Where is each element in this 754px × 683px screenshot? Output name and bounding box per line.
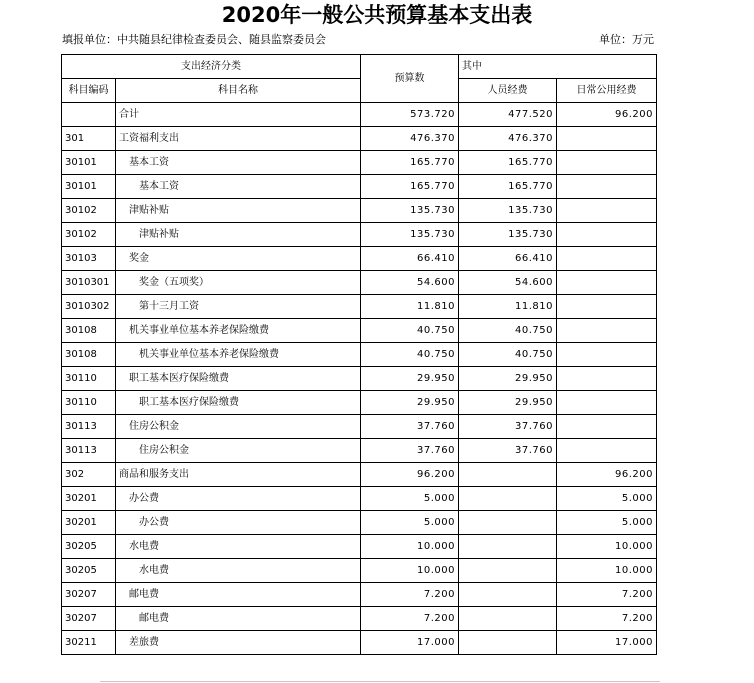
cell-name: 办公费 bbox=[116, 487, 361, 511]
cell-public: 17.000 bbox=[557, 631, 657, 655]
cell-code: 30205 bbox=[62, 559, 116, 583]
cell-public bbox=[557, 223, 657, 247]
cell-name: 住房公积金 bbox=[116, 439, 361, 463]
cell-name: 基本工资 bbox=[116, 175, 361, 199]
cell-personnel: 66.410 bbox=[459, 247, 557, 271]
cell-name: 商品和服务支出 bbox=[116, 463, 361, 487]
table-row bbox=[62, 151, 657, 175]
cell-name: 办公费 bbox=[116, 511, 361, 535]
cell-budget: 96.200 bbox=[361, 463, 459, 487]
cell-personnel bbox=[459, 559, 557, 583]
table-row bbox=[62, 343, 657, 367]
cell-personnel: 135.730 bbox=[459, 199, 557, 223]
cell-personnel: 165.770 bbox=[459, 175, 557, 199]
cell-budget: 29.950 bbox=[361, 391, 459, 415]
cell-public bbox=[557, 199, 657, 223]
cell-budget: 165.770 bbox=[361, 151, 459, 175]
cell-budget: 135.730 bbox=[361, 199, 459, 223]
cell-code: 30102 bbox=[62, 199, 116, 223]
cell-code: 30110 bbox=[62, 391, 116, 415]
cell-code: 30101 bbox=[62, 151, 116, 175]
cell-public bbox=[557, 391, 657, 415]
budget-table-body bbox=[62, 55, 657, 655]
table-row bbox=[62, 391, 657, 415]
table-row bbox=[62, 271, 657, 295]
table-row bbox=[62, 535, 657, 559]
cell-name: 邮电费 bbox=[116, 583, 361, 607]
cell-budget: 40.750 bbox=[361, 319, 459, 343]
cell-personnel bbox=[459, 463, 557, 487]
cell-public: 7.200 bbox=[557, 607, 657, 631]
cell-public bbox=[557, 343, 657, 367]
table-row bbox=[62, 511, 657, 535]
table-row bbox=[62, 439, 657, 463]
budget-table bbox=[61, 54, 657, 655]
table-row bbox=[62, 631, 657, 655]
cell-budget: 10.000 bbox=[361, 535, 459, 559]
cell-public bbox=[557, 127, 657, 151]
cell-name: 职工基本医疗保险缴费 bbox=[116, 367, 361, 391]
cell-budget: 29.950 bbox=[361, 367, 459, 391]
cell-code: 301 bbox=[62, 127, 116, 151]
cell-code: 30103 bbox=[62, 247, 116, 271]
cell-name: 差旅费 bbox=[116, 631, 361, 655]
cell-budget: 135.730 bbox=[361, 223, 459, 247]
cell-public bbox=[557, 175, 657, 199]
cell-code: 3010302 bbox=[62, 295, 116, 319]
cell-name: 机关事业单位基本养老保险缴费 bbox=[116, 343, 361, 367]
cell-code: 30207 bbox=[62, 583, 116, 607]
cell-code bbox=[62, 103, 116, 127]
cell-personnel: 29.950 bbox=[459, 367, 557, 391]
cell-name: 基本工资 bbox=[116, 151, 361, 175]
header-category: 支出经济分类 bbox=[62, 55, 361, 79]
table-row bbox=[62, 487, 657, 511]
cell-budget: 7.200 bbox=[361, 583, 459, 607]
cell-public bbox=[557, 151, 657, 175]
cell-public: 96.200 bbox=[557, 103, 657, 127]
cell-code: 30101 bbox=[62, 175, 116, 199]
header-row-2 bbox=[62, 79, 657, 103]
cell-public: 10.000 bbox=[557, 535, 657, 559]
table-title: 2020年一般公共预算基本支出表 bbox=[221, 3, 533, 27]
cell-personnel bbox=[459, 511, 557, 535]
cell-personnel bbox=[459, 535, 557, 559]
cell-personnel bbox=[459, 487, 557, 511]
cell-personnel: 40.750 bbox=[459, 319, 557, 343]
cell-code: 30201 bbox=[62, 487, 116, 511]
cell-personnel: 11.810 bbox=[459, 295, 557, 319]
cell-budget: 476.370 bbox=[361, 127, 459, 151]
cell-name: 机关事业单位基本养老保险缴费 bbox=[116, 319, 361, 343]
cell-name: 奖金（五项奖） bbox=[116, 271, 361, 295]
table-row bbox=[62, 175, 657, 199]
table-row bbox=[62, 367, 657, 391]
cell-code: 30201 bbox=[62, 511, 116, 535]
cell-code: 30108 bbox=[62, 319, 116, 343]
cell-name: 住房公积金 bbox=[116, 415, 361, 439]
header-public: 日常公用经费 bbox=[557, 79, 657, 103]
cell-personnel bbox=[459, 631, 557, 655]
table-row bbox=[62, 199, 657, 223]
cell-personnel: 29.950 bbox=[459, 391, 557, 415]
table-row bbox=[62, 295, 657, 319]
table-row bbox=[62, 319, 657, 343]
cell-personnel: 40.750 bbox=[459, 343, 557, 367]
cell-code: 30102 bbox=[62, 223, 116, 247]
cell-name: 工资福利支出 bbox=[116, 127, 361, 151]
cell-budget: 5.000 bbox=[361, 511, 459, 535]
cell-budget: 10.000 bbox=[361, 559, 459, 583]
cell-personnel: 37.760 bbox=[459, 415, 557, 439]
cell-personnel: 477.520 bbox=[459, 103, 557, 127]
cell-public bbox=[557, 247, 657, 271]
cell-budget: 165.770 bbox=[361, 175, 459, 199]
cell-budget: 17.000 bbox=[361, 631, 459, 655]
cell-name: 邮电费 bbox=[116, 607, 361, 631]
cell-budget: 7.200 bbox=[361, 607, 459, 631]
header-budget: 预算数 bbox=[361, 55, 459, 103]
cell-code: 3010301 bbox=[62, 271, 116, 295]
cell-personnel: 37.760 bbox=[459, 439, 557, 463]
cell-personnel: 54.600 bbox=[459, 271, 557, 295]
cell-personnel: 165.770 bbox=[459, 151, 557, 175]
cell-code: 30108 bbox=[62, 343, 116, 367]
cell-name: 水电费 bbox=[116, 559, 361, 583]
cell-budget: 37.760 bbox=[361, 439, 459, 463]
header-code: 科目编码 bbox=[62, 79, 116, 103]
cell-public: 7.200 bbox=[557, 583, 657, 607]
table-row bbox=[62, 559, 657, 583]
cell-budget: 66.410 bbox=[361, 247, 459, 271]
table-row bbox=[62, 127, 657, 151]
cell-personnel: 135.730 bbox=[459, 223, 557, 247]
cell-budget: 11.810 bbox=[361, 295, 459, 319]
cell-public bbox=[557, 367, 657, 391]
cell-name: 津贴补贴 bbox=[116, 199, 361, 223]
cell-personnel: 476.370 bbox=[459, 127, 557, 151]
cell-code: 30207 bbox=[62, 607, 116, 631]
cell-public bbox=[557, 271, 657, 295]
table-row bbox=[62, 103, 657, 127]
cell-name: 津贴补贴 bbox=[116, 223, 361, 247]
cell-public: 5.000 bbox=[557, 511, 657, 535]
cell-name: 合计 bbox=[116, 103, 361, 127]
cell-personnel bbox=[459, 583, 557, 607]
cell-public bbox=[557, 295, 657, 319]
cell-public: 96.200 bbox=[557, 463, 657, 487]
header-row-1 bbox=[62, 55, 657, 79]
cell-code: 30110 bbox=[62, 367, 116, 391]
reporting-unit: 填报单位：中共随县纪律检查委员会、随县监察委员会 bbox=[62, 33, 326, 46]
cell-budget: 573.720 bbox=[361, 103, 459, 127]
table-row bbox=[62, 607, 657, 631]
table-row bbox=[62, 415, 657, 439]
header-of-which: 其中 bbox=[459, 55, 657, 79]
table-row bbox=[62, 247, 657, 271]
cell-code: 30205 bbox=[62, 535, 116, 559]
table-row bbox=[62, 463, 657, 487]
cell-name: 第十三月工资 bbox=[116, 295, 361, 319]
cell-name: 奖金 bbox=[116, 247, 361, 271]
header-name: 科目名称 bbox=[116, 79, 361, 103]
cell-budget: 37.760 bbox=[361, 415, 459, 439]
header-personnel: 人员经费 bbox=[459, 79, 557, 103]
page-divider bbox=[100, 681, 660, 682]
cell-public bbox=[557, 415, 657, 439]
cell-code: 30113 bbox=[62, 439, 116, 463]
cell-public: 5.000 bbox=[557, 487, 657, 511]
cell-budget: 5.000 bbox=[361, 487, 459, 511]
currency-unit: 单位：万元 bbox=[599, 33, 654, 46]
cell-public bbox=[557, 439, 657, 463]
cell-name: 职工基本医疗保险缴费 bbox=[116, 391, 361, 415]
cell-name: 水电费 bbox=[116, 535, 361, 559]
cell-budget: 54.600 bbox=[361, 271, 459, 295]
table-row bbox=[62, 223, 657, 247]
cell-code: 30211 bbox=[62, 631, 116, 655]
cell-code: 30113 bbox=[62, 415, 116, 439]
cell-public bbox=[557, 319, 657, 343]
cell-personnel bbox=[459, 607, 557, 631]
table-row bbox=[62, 583, 657, 607]
cell-public: 10.000 bbox=[557, 559, 657, 583]
cell-budget: 40.750 bbox=[361, 343, 459, 367]
cell-code: 302 bbox=[62, 463, 116, 487]
